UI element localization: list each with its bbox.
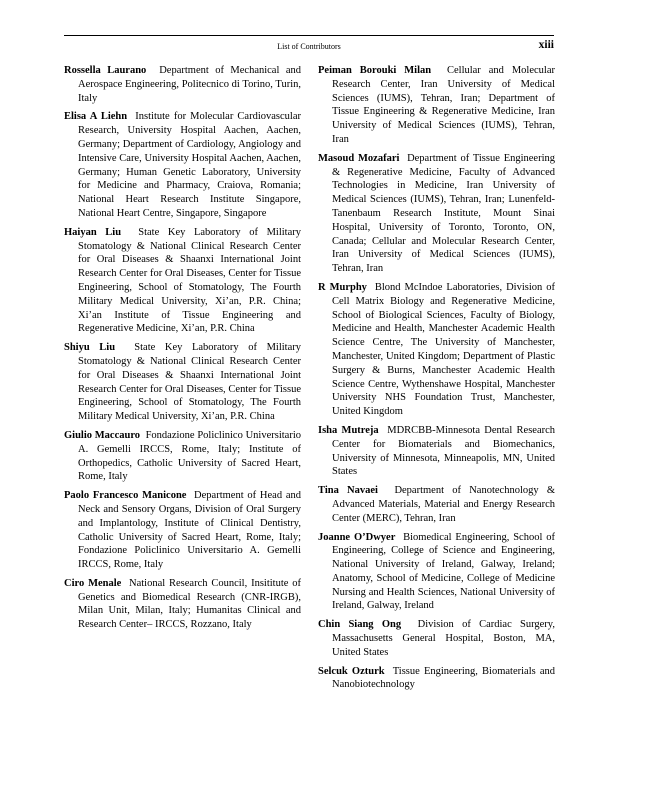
page-number: xiii bbox=[538, 39, 554, 51]
contributor-name: Tina Navaei bbox=[318, 485, 378, 497]
contributor-entry bbox=[318, 64, 555, 147]
contributor-affiliation: Department of Nanotechnology & Advanced Materials, Material and Energy Research Center (MERC), Tehran, Iran bbox=[332, 485, 556, 524]
contributor-affiliation: Cellular and Molecular Research Center, Iran University of Medical Sciences (IUMS), Tehran, Iran; Department of Tissue Engineering & Regenerative Medicine, Iran University of Medical Sciences (IUMS), Tehran, Iran bbox=[332, 65, 555, 145]
contributor-entry bbox=[64, 110, 301, 220]
contributor-name: Masoud Mozafari bbox=[318, 152, 400, 164]
contributor-name: Ciro Menale bbox=[64, 577, 122, 589]
contributor-affiliation: MDRCBB-Minnesota Dental Research Center for Biomaterials and Biomechanics, University of Minnesota, Minneapolis, MN, United States bbox=[332, 424, 556, 478]
contributor-name: Chin Siang Ong bbox=[318, 619, 402, 631]
contributor-name: Paolo Francesco Manicone bbox=[64, 490, 187, 502]
contributor-name: Giulio Maccauro bbox=[64, 429, 141, 441]
contributor-name: R Murphy bbox=[318, 281, 367, 293]
contributor-entry bbox=[64, 429, 301, 484]
contributor-entry bbox=[318, 152, 555, 276]
contributor-affiliation: Division of Cardiac Surgery, Massachusetts General Hospital, Boston, MA, United States bbox=[332, 619, 555, 658]
contributor-affiliation: Department of Head and Neck and Sensory Organs, Division of Oral Surgery and Implantology, Institute of Clinical Dentistry, Catholic University of Sacred Heart, Rome, Italy; Fondazione Policlinico Universitario A. Gemelli IRCCS, Rome, Italy bbox=[78, 490, 302, 571]
contributor-name: Selcuk Ozturk bbox=[318, 665, 385, 677]
contributor-entry bbox=[318, 424, 555, 479]
contributor-entry bbox=[318, 618, 555, 659]
right-column bbox=[318, 64, 555, 697]
contributor-affiliation: Department of Mechanical and Aerospace Engineering, Politecnico di Torino, Turin, Italy bbox=[78, 65, 301, 104]
contributor-entry bbox=[318, 281, 555, 419]
contributor-name: Isha Mutreja bbox=[318, 424, 379, 436]
contributor-name: Elisa A Liehn bbox=[64, 111, 128, 123]
contributor-entry bbox=[318, 484, 555, 525]
contributor-entry bbox=[318, 665, 555, 693]
contributor-affiliation: State Key Laboratory of Military Stomatology & National Clinical Research Center for Oral Diseases & Shaanxi International Joint Research Center for Oral Diseases, Center for Tissue Engineering, School of Stomatology, The Fourth Military Medical University, Xi’an, P.R. China; Xi’an Institute of Tissue Engineering and Regenerative Medicine, Xi’an, P.R. China bbox=[78, 226, 301, 335]
contributor-affiliation: Department of Tissue Engineering & Regenerative Medicine, Faculty of Advanced Technologies in Medicine, Iran University of Medical Sciences (IUMS), Tehran, Iran; Lunenfeld-Tanenbaum Research Institute, Mount Sinai Hospital, University of Toronto, Toronto, ON, Canada; Cellular and Molecular Research Center, Iran University of Medical Sciences (IUMS), Tehran, Iran bbox=[332, 152, 556, 275]
contributor-affiliation: Tissue Engineering, Biomaterials and Nanobiotechnology bbox=[332, 665, 556, 691]
contributor-name: Joanne O’Dwyer bbox=[318, 531, 396, 543]
running-header bbox=[64, 41, 554, 55]
contributor-name: Shiyu Liu bbox=[64, 342, 116, 354]
contributor-name: Peiman Borouki Milan bbox=[318, 65, 432, 76]
contributor-affiliation: State Key Laboratory of Military Stomatology & National Clinical Research Center for Oral Diseases & Shaanxi International Joint Research Center for Oral Diseases, Center for Tissue Engineering, School of Stomatology, The Fourth Military Medical University, Xi’an, P.R. China bbox=[78, 342, 302, 423]
contributor-affiliation: Biomedical Engineering, School of Engineering, College of Science and Engineering, National University of Ireland, Galway, Ireland; Anatomy, School of Medicine, College of Medicine Nursing and Health Sciences, National University of Ireland, Galway, Ireland bbox=[332, 531, 556, 612]
running-title: List of Contributors bbox=[277, 42, 341, 51]
contributor-entry bbox=[318, 531, 555, 614]
contributor-entry bbox=[64, 341, 301, 424]
contributor-affiliation: Institute for Molecular Cardiovascular Research, University Hospital Aachen, Aachen, Germany; Department of Cardiology, Angiology and Intensive Care, University Hospital Aachen, Aachen, Germany; Human Genetic Laboratory, University for Medicine and Pharmacy, Craiova, Romania; National Heart Research Institute Singapore, National Heart Centre, Singapore, Singapore bbox=[78, 111, 301, 219]
left-column bbox=[64, 64, 301, 637]
contributor-entry bbox=[64, 64, 301, 105]
contributor-entry bbox=[64, 226, 301, 336]
contributor-entry bbox=[64, 489, 301, 572]
contributor-affiliation: Blond McIndoe Laboratories, Division of Cell Matrix Biology and Regenerative Medicine, School of Biological Sciences, Faculty of Biology, Medicine and Health, Manchester Academic Health Science Centre, The University of Manchester, Manchester, United Kingdom; Department of Plastic Surgery & Burns, Manchester Academic Health Science Centre, Wythenshawe Hospital, Manchester University NHS Foundation Trust, Manchester, United Kingdom bbox=[332, 281, 555, 418]
contributor-affiliation: National Research Council, Insititute of Genetics and Biomedical Research (CNR-IRGB), Milan Unit, Milan, Italy; Humanitas Clinical and Research Center– IRCCS, Rozzano, Italy bbox=[78, 577, 301, 631]
contributor-name: Rossella Laurano bbox=[64, 65, 147, 76]
contributor-affiliation: Fondazione Policlinico Universitario A. Gemelli IRCCS, Rome, Italy; Institute of Orthopedics, Catholic University of Sacred Heart, Rome, Italy bbox=[78, 429, 301, 483]
contributor-name: Haiyan Liu bbox=[64, 226, 122, 238]
header-rule bbox=[64, 35, 554, 36]
contributor-entry bbox=[64, 577, 301, 632]
